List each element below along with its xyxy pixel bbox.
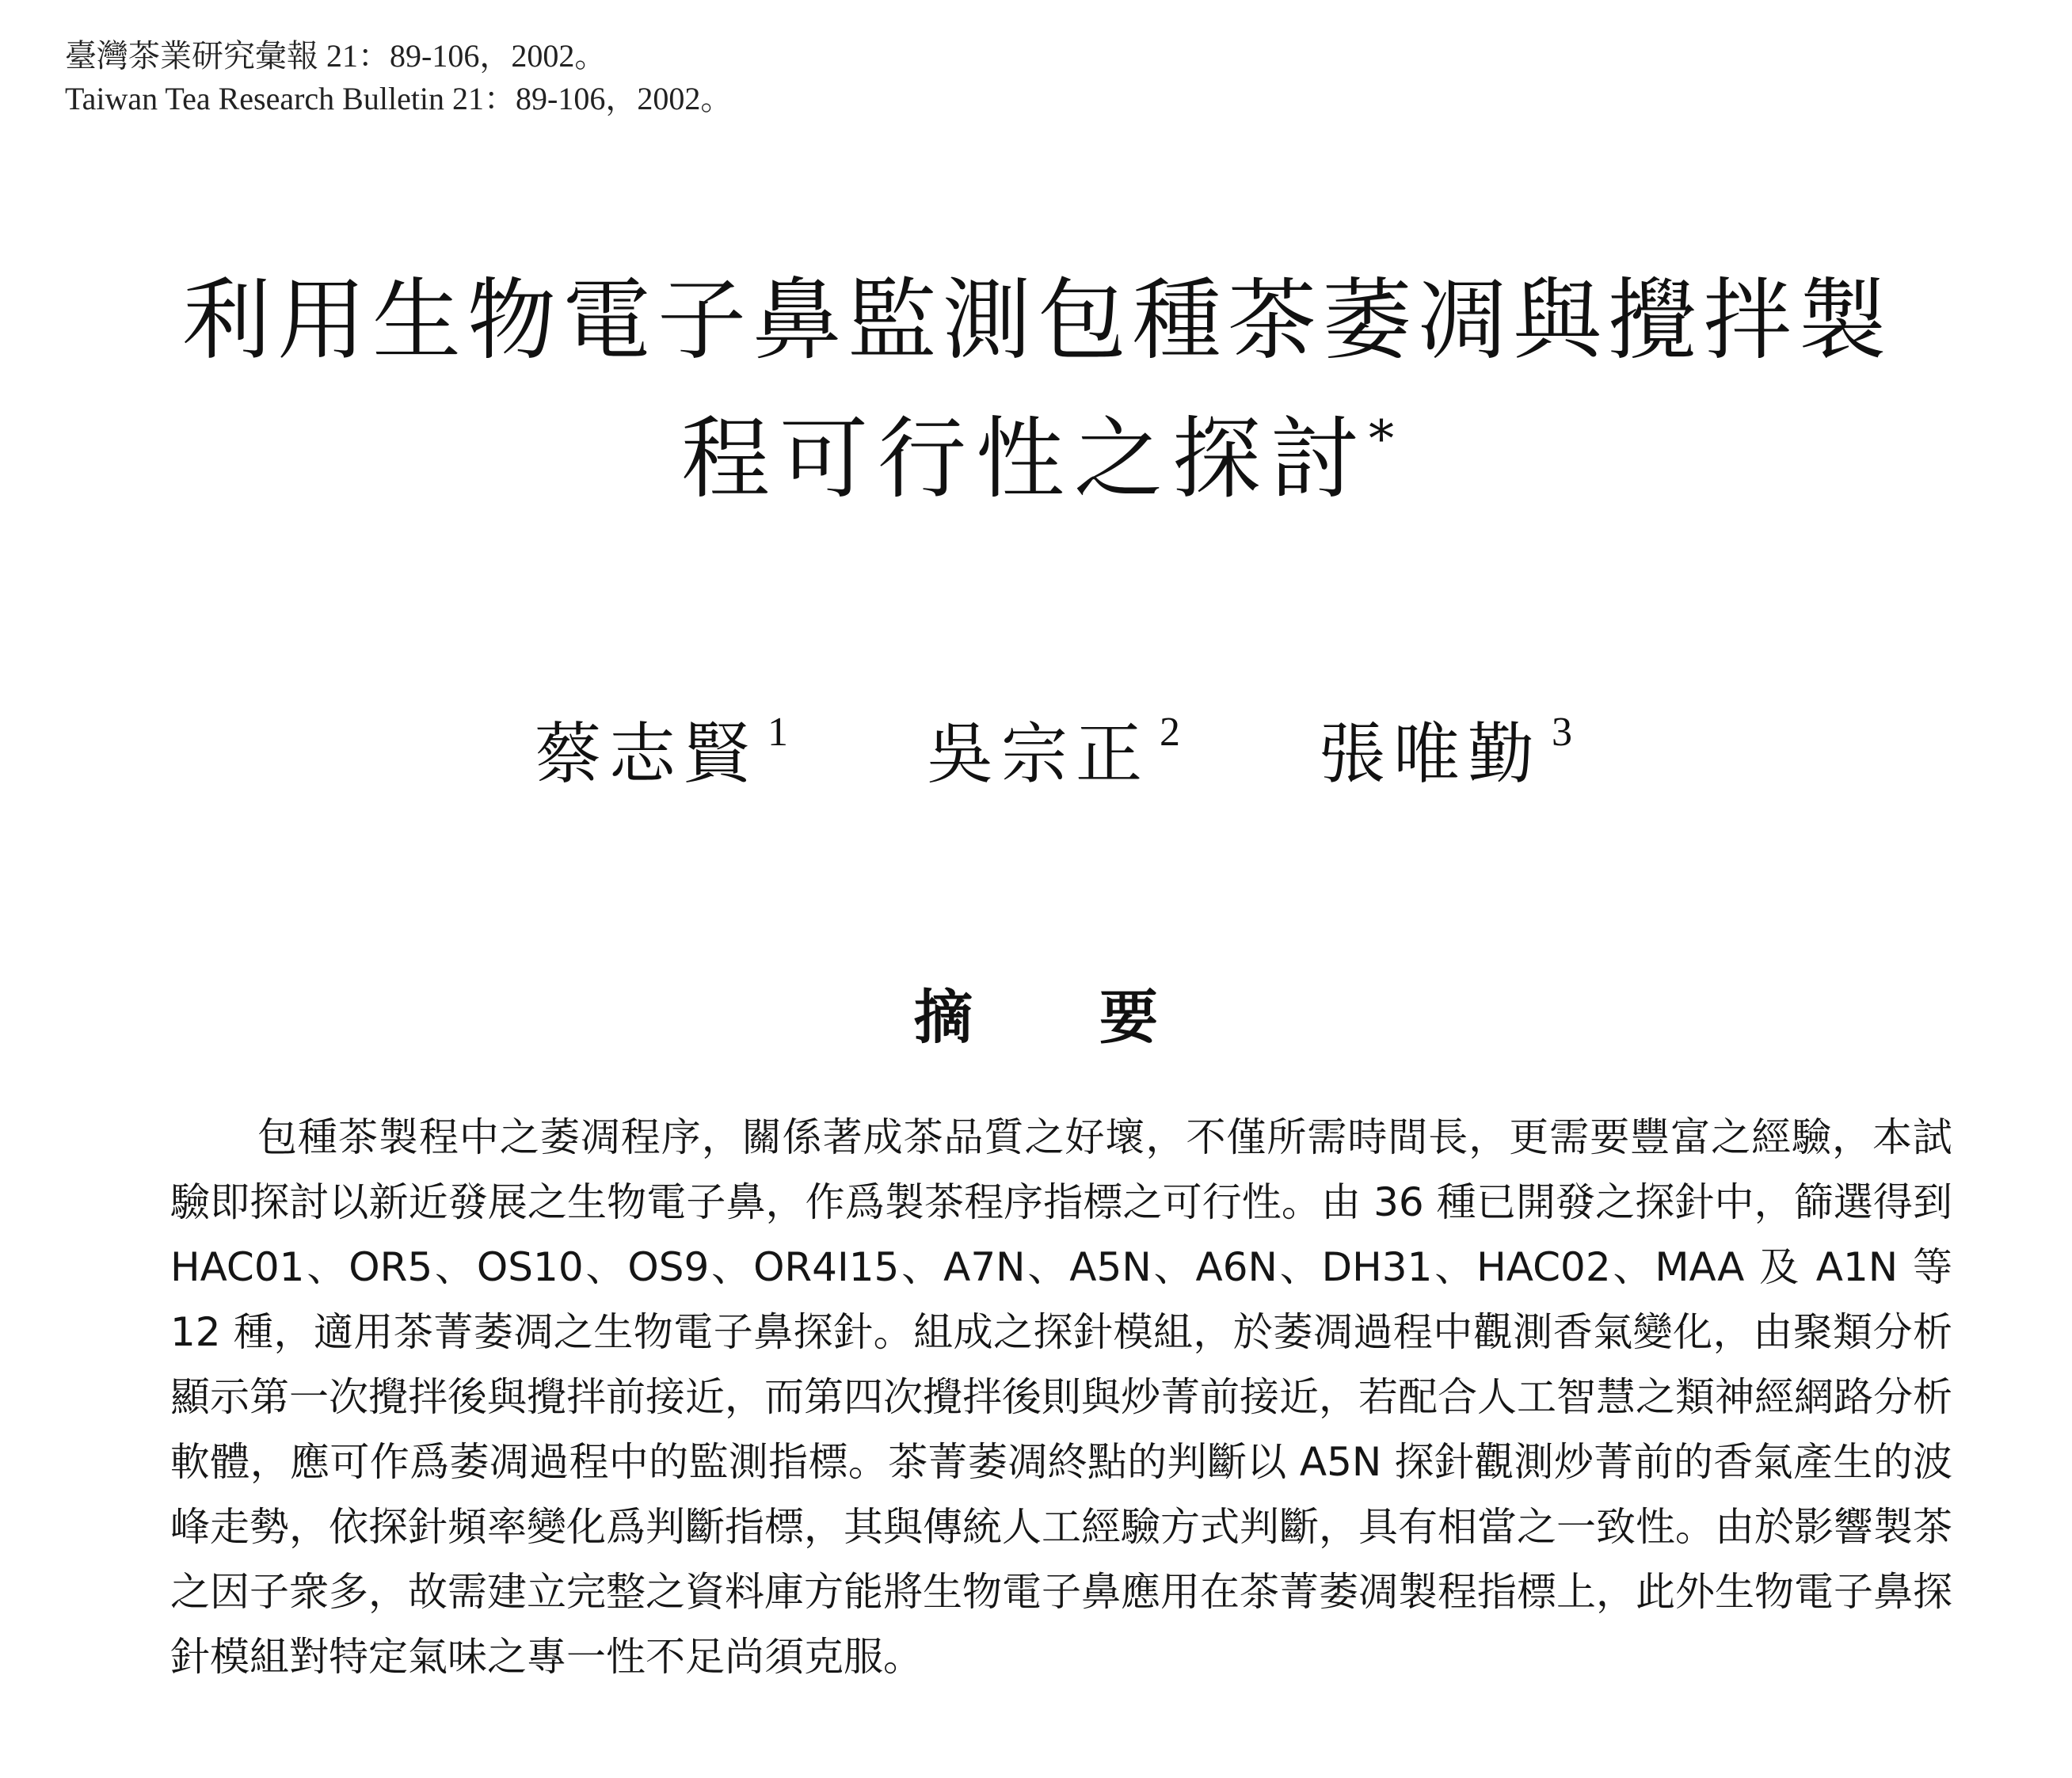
abstract-heading-char-2: 要 (1099, 984, 1158, 1052)
author-3-affiliation: 3 (1552, 710, 1573, 755)
journal-citation-en: Taiwan Tea Research Bulletin 21：89-106，2002。 (65, 81, 733, 116)
author-1 (535, 689, 788, 798)
author-3-name: 張唯勤 (1319, 715, 1543, 793)
author-1-name: 蔡志賢 (535, 715, 759, 793)
journal-citation-zh: 臺灣茶業研究彙報 21：89-106，2002。 (65, 38, 607, 74)
author-2-affiliation: 2 (1160, 710, 1181, 755)
author-2 (927, 689, 1180, 798)
author-2-name: 吳宗正 (927, 715, 1151, 793)
paper-title (48, 261, 2028, 519)
paper-title-line-2 (48, 380, 2028, 519)
title-footnote-mark: * (1369, 410, 1394, 469)
paper-title-line-2-text: 程可行性之探討 (681, 408, 1369, 511)
paper-title-line-1: 利用生物電子鼻監測包種茶萎凋與攪拌製 (182, 269, 1893, 372)
journal-header (65, 35, 732, 120)
author-1-affiliation: 1 (767, 710, 789, 755)
author-3 (1319, 689, 1572, 798)
author-list (0, 689, 2072, 793)
abstract-heading (0, 978, 2072, 1057)
abstract-heading-char-1: 摘 (914, 984, 973, 1052)
abstract-body: 包種茶製程中之萎凋程序，關係著成茶品質之好壞，不僅所需時間長，更需要豐富之經驗，本試驗即探討以新近發展之生物電子鼻，作爲製茶程序指標之可行性。由 36 種已開發之探針中，篩選得到 HAC01、OR5、OS10、OS9、OR4I15、A7N、A5N、A6N、DH31、HAC02、MAA 及 A1N 等 12 種，適用茶菁萎凋之生物電子鼻探針。組成之探針模組，於萎凋過程中觀測香氣變化，由聚類分析顯示第一次攪拌後與攪拌前接近，而第四次攪拌後則與炒菁前接近，若配合人工智慧之類神經網路分析軟體，應可作爲萎凋過程中的監測指標。茶菁萎凋終點的判斷以 A5N 探針觀測炒菁前的香氣產生的波峰走勢，依探針頻率變化爲判斷指標，其與傳統人工經驗方式判斷，具有相當之一致性。由於影響製茶之因子衆多，故需建立完整之資料庫方能將生物電子鼻應用在茶菁萎凋製程指標上，此外生物電子鼻探針模組對特定氣味之專一性不足尚須克服。 (170, 1114, 1952, 1680)
